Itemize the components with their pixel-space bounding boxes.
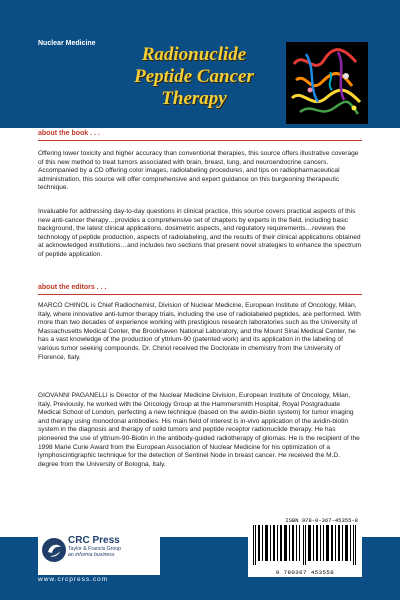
title-line: Radionuclide [141,44,247,65]
category-label: Nuclear Medicine [38,40,96,47]
section-divider [38,140,362,141]
protein-ribbon-illustration [286,42,368,124]
title-line: Therapy [161,88,227,109]
book-title [108,44,280,110]
barcode-bars [253,525,357,565]
protein-structure-image [286,42,368,124]
publisher-url[interactable]: www.crcpress.com [38,576,109,583]
publisher-name: CRC Press [68,535,120,546]
about-book-heading: about the book . . . [38,130,100,137]
title-line: Peptide Cancer [134,66,254,87]
book-description-paragraph: Invaluable for addressing day-to-day questions in clinical practice, this source covers practical aspects of this new anti-cancer therapy…provides a comprehensive set of chapters by experts in the field, including basic background, the latest clinical applications, dosimetric aspects, and regulatory requirements…reviews the technology of peptide production, aspects of radiolabeling, and the results of their clinical applications obtained at acknowledged institutions…and includes two sections that present novel strategies to enhance the spectrum of peptide application. [38,208,362,258]
publisher-affiliation: an informa business [68,552,115,558]
publisher-imprint: Taylor & Francis Group [68,546,122,552]
barcode-digits: 9 780367 453558 [275,569,335,576]
crc-logo-icon [41,537,67,563]
cover-header [0,0,400,128]
isbn-number: ISBN 978-0-367-45355-8 [285,517,358,524]
publisher-text [68,535,121,558]
publisher-logo [38,525,160,575]
editor-bio-paragraph: GIOVANNI PAGANELLI is Director of the Nuclear Medicine Division, European Institute of Oncology, Milan, Italy. Previously, he worked with the Oncology Group at the Hammersmith Hospital, Royal Postgraduate Medical School of London, perfecting a new technique (based on the avidin-biotin system) for tumor imaging and therapy using monoclonal antibodies. His main field of interest is in-vivo application of the avidin-biotin system in the diagnosis and therapy of solid tumors and peptide receptor radionuclide therapy. He has pioneered the use of yttrium-90-Biotin in the antibody-guided radiotherapy of gliomas. He is the recipient of the 1998 Marie Curie Award from the European Association of Nuclear Medicine for his optimization of a lymphoscintigraphic technique for the detection of Sentinel Node in breast cancer. He received the M.D. degree from the University of Bologna, Italy. [38,392,360,468]
book-description-paragraph: Offering lower toxicity and higher accuracy than conventional therapies, this source offers illustrative coverage of this new method to treat tumors associated with brain, breast, lung, and neuroendocrine cancers. Accompanied by a CD offering color images, radiolabeling procedures, and tips on radiopharmaceutical administration, this source will offer comprehensive and expert guidance on this burgeoning therapeutic technique. [38,150,359,192]
about-editors-heading: about the editors . . . [38,284,107,291]
editor-bio-paragraph: MARCO CHINOL is Chief Radiochemist, Division of Nuclear Medicine, European Institute of Oncology, Milan, Italy, where innovative anti-tumor therapy trials, including the use of radiolabeled peptides, are performed. With more than two decades of experience working with prestigious research laboratories such as the University of Massachusetts Medical Center, the Brookhaven National Laboratory, and the Mount Sinai Medical Center, he has a vast knowledge of the production of yttrium-90 (patented work) and its application in the labeling of various tumor seeking compounds. Dr. Chinol received the Doctorate in chemistry from the University of Florence, Italy. [38,302,361,361]
barcode [248,515,362,577]
section-divider [38,294,362,295]
